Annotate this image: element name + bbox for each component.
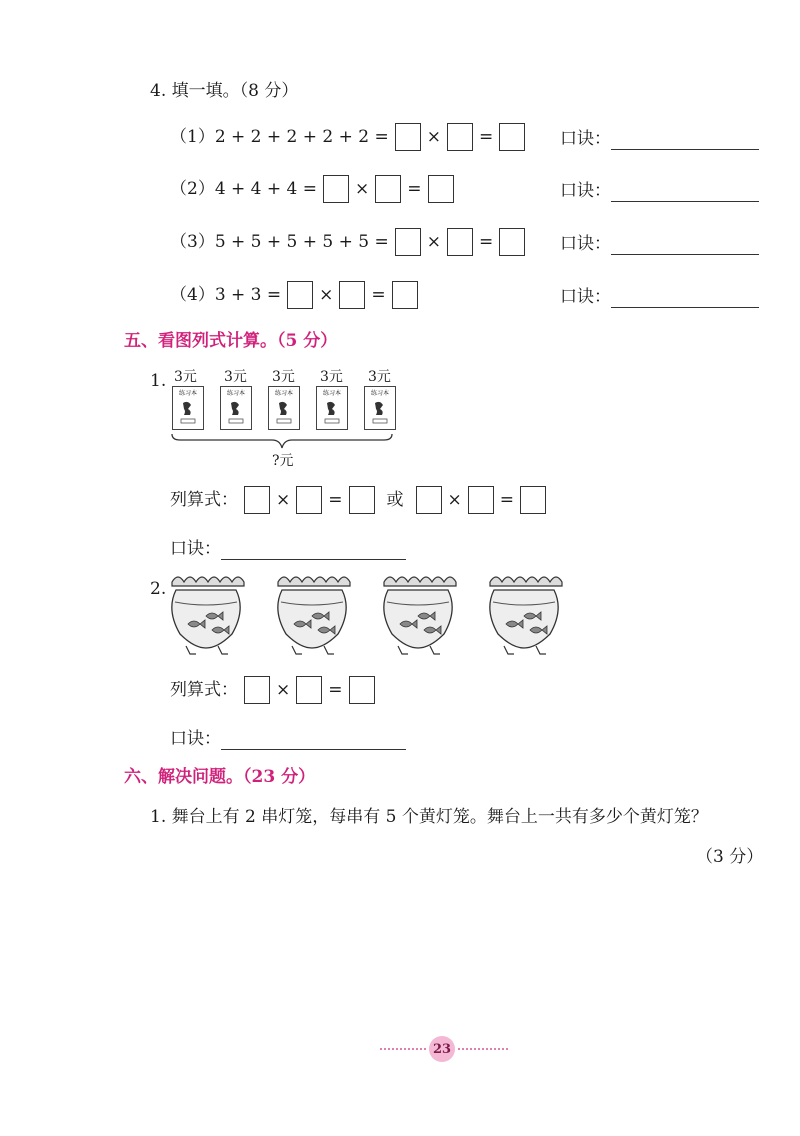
q4-row-4-koujue xyxy=(560,286,759,308)
price-label: 3元 xyxy=(272,369,295,385)
price-label: 3元 xyxy=(174,369,197,385)
koujue-label: 口诀： xyxy=(170,729,221,749)
answer-box[interactable] xyxy=(349,676,375,704)
answer-box[interactable] xyxy=(520,486,546,514)
price-label: 3元 xyxy=(320,369,343,385)
notebook-label: 练习本 xyxy=(370,390,389,397)
notebook-label: 练习本 xyxy=(178,390,197,397)
problem2-number: 2. xyxy=(150,579,167,599)
price-label: 3元 xyxy=(368,369,391,385)
notebook-icon xyxy=(316,386,348,430)
problem1-formula xyxy=(170,486,546,514)
equals-sign: = xyxy=(499,490,514,510)
times-sign: × xyxy=(355,179,370,199)
notebook-label: 练习本 xyxy=(322,390,341,397)
formula-label: 列算式： xyxy=(170,490,238,510)
answer-box[interactable] xyxy=(499,228,525,256)
koujue-label: 口诀： xyxy=(560,234,611,254)
notebook-icon xyxy=(364,386,396,430)
answer-box[interactable] xyxy=(416,486,442,514)
equals-sign: = xyxy=(479,127,494,147)
answer-box[interactable] xyxy=(296,676,322,704)
problem2-formula xyxy=(170,676,375,704)
answer-box[interactable] xyxy=(447,228,473,256)
page-number: 23 xyxy=(429,1036,455,1062)
section6-question-1: 1. 舞台上有 2 串灯笼，每串有 5 个黄灯笼。舞台上一共有多少个黄灯笼？ xyxy=(150,807,708,827)
times-sign: × xyxy=(319,285,334,305)
q4-row-3-koujue xyxy=(560,233,759,255)
koujue-answer-line[interactable] xyxy=(221,731,406,750)
answer-box[interactable] xyxy=(392,281,418,309)
equals-sign: = xyxy=(328,490,343,510)
notebooks-figure xyxy=(168,364,400,468)
total-price-label: ?元 xyxy=(272,453,294,469)
times-sign: × xyxy=(447,490,462,510)
section5-title: 五、看图列式计算。（5 分） xyxy=(124,331,338,351)
q4-row-1 xyxy=(170,123,525,151)
notebook-icon xyxy=(172,386,204,430)
brace-icon xyxy=(168,432,400,452)
koujue-label: 口诀： xyxy=(560,181,611,201)
notebook-label: 练习本 xyxy=(274,390,293,397)
q4-row-3 xyxy=(170,228,525,256)
koujue-answer-line[interactable] xyxy=(611,183,759,202)
answer-box[interactable] xyxy=(296,486,322,514)
times-sign: × xyxy=(426,127,442,147)
times-sign: × xyxy=(426,232,442,252)
equals-sign: = xyxy=(479,232,494,252)
koujue-answer-line[interactable] xyxy=(221,541,406,560)
notebook-label: 练习本 xyxy=(226,390,245,397)
answer-box[interactable] xyxy=(428,175,454,203)
problem2-koujue xyxy=(170,728,406,750)
koujue-answer-line[interactable] xyxy=(611,289,759,308)
q4-row-2 xyxy=(170,175,454,203)
price-label: 3元 xyxy=(224,369,247,385)
times-sign: × xyxy=(276,680,291,700)
answer-box[interactable] xyxy=(375,175,401,203)
koujue-label: 口诀： xyxy=(560,287,611,307)
formula-label: 列算式： xyxy=(170,680,238,700)
notebook-icon xyxy=(268,386,300,430)
answer-box[interactable] xyxy=(323,175,349,203)
answer-box[interactable] xyxy=(447,123,473,151)
notebook-icon xyxy=(220,386,252,430)
q4-row-3-expr: （3）5 + 5 + 5 + 5 + 5 = xyxy=(170,232,389,252)
fishbowls-figure xyxy=(166,572,566,656)
equals-sign: = xyxy=(328,680,343,700)
problem1-koujue xyxy=(170,538,406,560)
koujue-answer-line[interactable] xyxy=(611,236,759,255)
koujue-label: 口诀： xyxy=(560,129,611,149)
answer-box[interactable] xyxy=(244,676,270,704)
section6-score: （3 分） xyxy=(696,847,764,867)
page-number-dots-right xyxy=(458,1048,508,1050)
equals-sign: = xyxy=(371,285,386,305)
answer-box[interactable] xyxy=(499,123,525,151)
section6-title: 六、解决问题。（23 分） xyxy=(124,767,316,787)
q4-row-2-expr: （2）4 + 4 + 4 = xyxy=(170,179,318,199)
q4-row-1-koujue xyxy=(560,128,759,150)
answer-box[interactable] xyxy=(339,281,365,309)
page-number-dots-left xyxy=(380,1048,426,1050)
answer-box[interactable] xyxy=(349,486,375,514)
answer-box[interactable] xyxy=(244,486,270,514)
q4-title: 4. 填一填。（8 分） xyxy=(150,81,299,101)
equals-sign: = xyxy=(407,179,422,199)
q4-row-2-koujue xyxy=(560,180,759,202)
q4-row-4-expr: （4）3 + 3 = xyxy=(170,285,282,305)
answer-box[interactable] xyxy=(395,123,421,151)
answer-box[interactable] xyxy=(468,486,494,514)
or-text: 或 xyxy=(386,490,404,510)
answer-box[interactable] xyxy=(287,281,313,309)
problem1-number: 1. xyxy=(150,371,167,391)
times-sign: × xyxy=(276,490,291,510)
answer-box[interactable] xyxy=(395,228,421,256)
koujue-answer-line[interactable] xyxy=(611,131,759,150)
koujue-label: 口诀： xyxy=(170,539,221,559)
q4-row-4 xyxy=(170,281,418,309)
q4-row-1-expr: （1）2 + 2 + 2 + 2 + 2 = xyxy=(170,127,389,147)
